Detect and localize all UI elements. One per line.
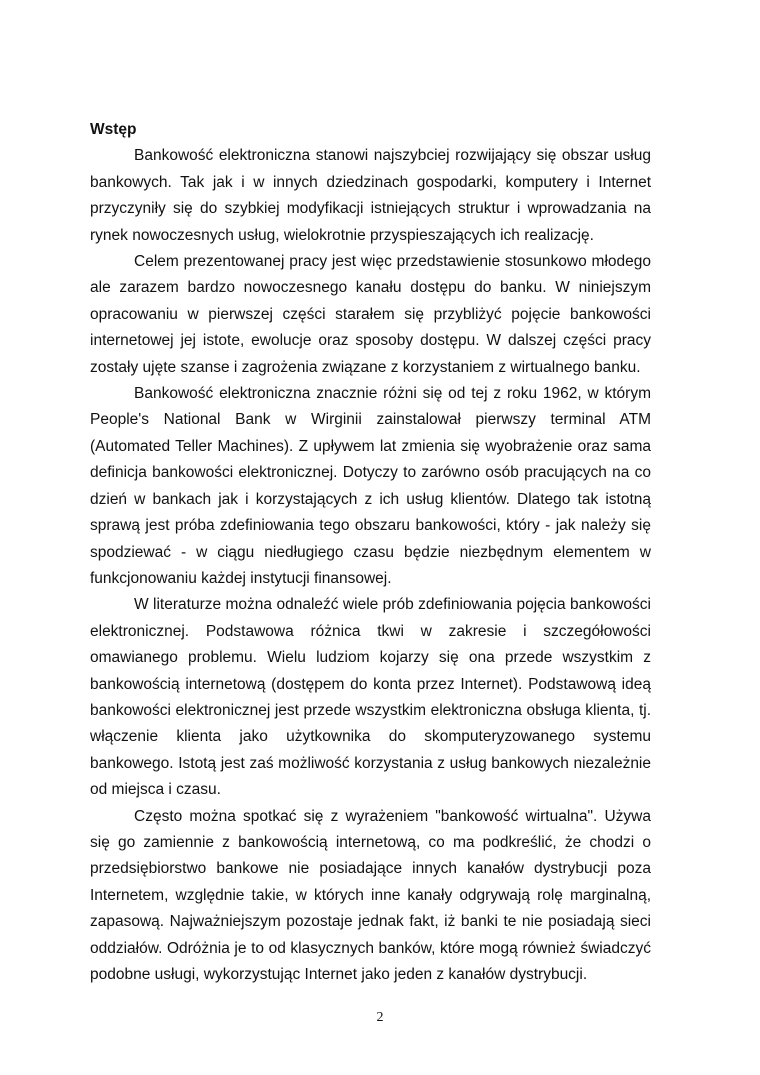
paragraph-definition: W literaturze można odnaleźć wiele prób zdefiniowania pojęcia bankowości elektronicznej. Podstawowa różnica tkwi w zakresie i szczegółowości omawianego problemu. Wielu ludziom kojarzy się ona przede wszystkim z bankowością internetową (dostępem do konta przez Internet). Podstawową ideą bankowości elektronicznej jest przede wszystkim elektroniczna obsługa klienta, tj. włączenie klienta jako użytkownika do skomputeryzowanego systemu bankowego. Istotą jest zaś możliwość korzystania z usług bankowych niezależnie od miejsca i czasu. <box>90 596 651 799</box>
page-number: 2 <box>376 1010 384 1025</box>
paragraph-intro: Bankowość elektroniczna stanowi najszybciej rozwijający się obszar usług bankowych. Tak jak i w innych dziedzinach gospodarki, komputery i Internet przyczyniły się do szybkiej modyfikacji istniejących struktur i wprowadzania na rynek nowoczesnych usług, wielokrotnie przyspieszających ich realizację. <box>90 147 651 244</box>
paragraph-aim: Celem prezentowanej pracy jest więc przedstawienie stosunkowo młodego ale zarazem bardzo nowoczesnego kanału dostępu do banku. W niniejszym opracowaniu w pierwszej części starałem się przybliżyć pojęcie bankowości internetowej jej istote, ewolucje oraz sposoby dostępu. W dalszej części pracy zostały ujęte szanse i zagrożenia związane z korzystaniem z wirtualnego banku. <box>90 253 651 376</box>
section-heading: Wstęp <box>90 121 137 138</box>
page-content <box>90 117 651 988</box>
paragraph-virtual-banking: Często można spotkać się z wyrażeniem "bankowość wirtualna". Używa się go zamiennie z bankowością internetową, co ma podkreślić, że chodzi o przedsiębiorstwo bankowe nie posiadające innych kanałów dystrybucji poza Internetem, względnie takie, w których inne kanały odgrywają rolę marginalną, zapasową. Najważniejszym pozostaje jednak fakt, iż banki te nie posiadają sieci oddziałów. Odróżnia je to od klasycznych banków, które mogą również świadczyć podobne usługi, wykorzystując Internet jako jeden z kanałów dystrybucji. <box>90 807 651 983</box>
paragraph-history: Bankowość elektroniczna znacznie różni się od tej z roku 1962, w którym People's National Bank w Wirginii zainstalował pierwszy terminal ATM (Automated Teller Machines). Z upływem lat zmienia się wyobrażenie oraz sama definicja bankowości elektronicznej. Dotyczy to zarówno osób pracujących na co dzień w bankach jak i korzystających z ich usług klientów. Dlatego tak istotną sprawą jest próba zdefiniowania tego obszaru bankowości, który - jak należy się spodziewać - w ciągu niedługiego czasu będzie niezbędnym elementem w funkcjonowaniu każdej instytucji finansowej. <box>90 385 651 587</box>
